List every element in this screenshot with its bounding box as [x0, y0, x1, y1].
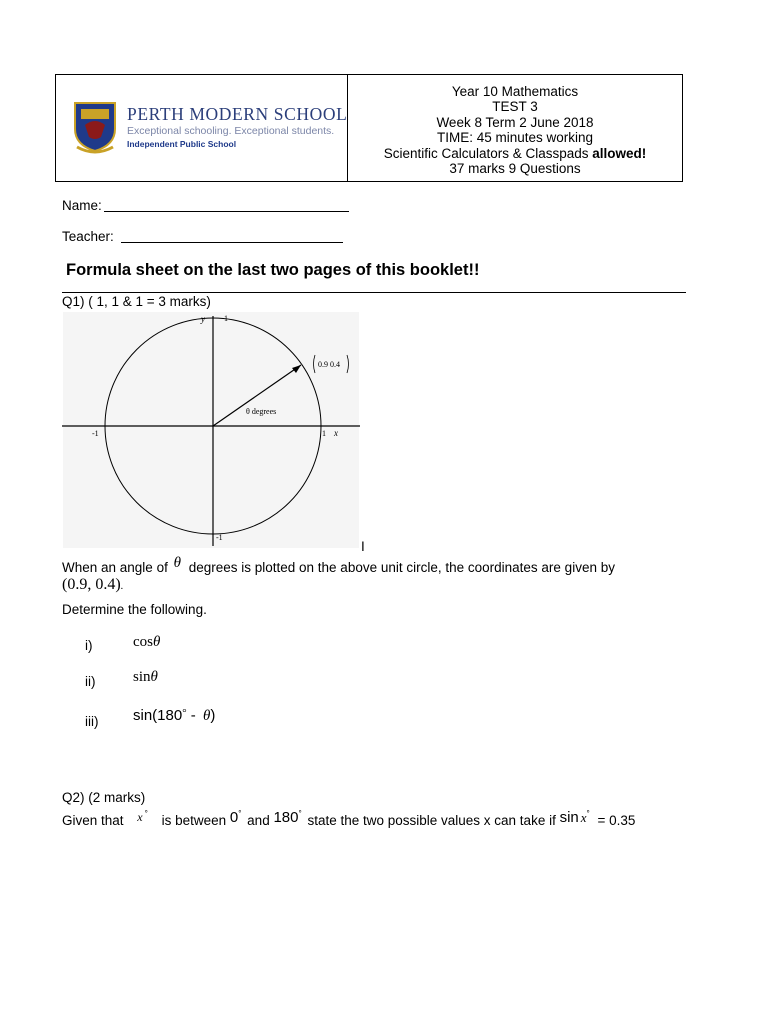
q1-instruction: Determine the following.: [62, 602, 207, 617]
q1-statement: [62, 555, 615, 577]
theta-symbol: θ: [173, 555, 181, 571]
school-name: PERTH MODERN SCHOOL: [127, 104, 348, 124]
q2-x-var: x: [137, 810, 143, 824]
info-date: Week 8 Term 2 June 2018: [436, 114, 594, 130]
q2-statement: [62, 809, 636, 829]
formula-sheet-note: Formula sheet on the last two pages of this booklet!!: [66, 261, 480, 279]
part-iii-func: sin(180: [133, 707, 183, 724]
q1-coordinates: [62, 576, 123, 594]
angle-label: θ degrees: [246, 407, 277, 416]
calc-emphasis: allowed!: [592, 145, 647, 161]
part-iii-close: ): [210, 707, 216, 724]
part-iii-expression: [133, 707, 215, 725]
q2-text-2: is between: [157, 813, 230, 828]
unit-circle-figure: [60, 310, 362, 550]
info-time: TIME: 45 minutes working: [436, 130, 594, 145]
coords-value: (0.9, 0.4): [62, 576, 121, 593]
q2-text-5: = 0.35: [593, 813, 636, 828]
info-test: TEST 3: [492, 99, 538, 114]
part-i-var: θ: [153, 634, 161, 650]
info-marks: 37 marks 9 Questions: [449, 161, 581, 176]
part-i-expression: [133, 634, 160, 651]
y-top-tick: 1: [224, 314, 228, 323]
part-i-func: cos: [133, 634, 153, 650]
info-course: Year 10 Mathematics: [451, 83, 579, 99]
x-right-tick: 1: [322, 429, 326, 438]
info-calculators: [384, 146, 647, 162]
q2-sin: sin: [559, 809, 579, 826]
school-crest-icon: [71, 99, 119, 155]
y-bottom-tick: -1: [216, 533, 223, 542]
part-ii-label: ii): [85, 674, 96, 689]
y-axis-label: y: [201, 314, 205, 324]
school-logo-panel: [56, 75, 348, 181]
q2-heading: Q2) (2 marks): [62, 790, 146, 805]
q2-x-degree: °: [144, 809, 148, 818]
q2-text-3: and: [243, 813, 274, 828]
school-subtitle: Independent Public School: [127, 139, 237, 149]
figure-background: [63, 312, 359, 548]
name-answer-line[interactable]: [104, 211, 349, 212]
calc-text: Scientific Calculators & Classpads: [383, 145, 593, 161]
q2-one-eighty: 180: [273, 809, 299, 826]
stray-mark: I: [361, 539, 365, 554]
q2-zero: 0: [229, 809, 239, 826]
q2-text-4: state the two possible values x can take if: [303, 813, 560, 828]
q2-text-1: Given that: [62, 813, 128, 828]
part-ii-func: sin: [133, 669, 151, 685]
q2-sin-var: x: [580, 810, 587, 825]
q1-statement-before: When an angle of: [62, 560, 172, 575]
q2-one-eighty-degree: °: [298, 809, 302, 818]
x-axis-label: x: [334, 428, 338, 438]
school-tagline: Exceptional schooling. Exceptional students.: [127, 125, 335, 137]
part-iii-minus: -: [186, 707, 200, 724]
part-iii-label: iii): [85, 714, 99, 729]
part-iii-degree: °: [182, 707, 187, 719]
q2-zero-degree: °: [238, 809, 242, 818]
q1-statement-after: degrees is plotted on the above unit circle, the coordinates are given by: [184, 560, 615, 575]
teacher-label: Teacher:: [62, 229, 114, 244]
section-divider: [62, 292, 686, 293]
q2-sin-degree: °: [586, 809, 590, 818]
test-header: [55, 74, 683, 182]
test-info-panel: [348, 75, 682, 181]
part-i-label: i): [85, 638, 93, 653]
part-iii-var: θ: [202, 708, 211, 724]
part-ii-expression: [133, 669, 158, 686]
part-ii-var: θ: [150, 669, 158, 685]
name-label: Name:: [62, 198, 102, 213]
point-label: 0.9 0.4: [318, 360, 340, 369]
q1-heading: Q1) ( 1, 1 & 1 = 3 marks): [62, 294, 211, 309]
teacher-answer-line[interactable]: [121, 242, 343, 243]
x-left-tick: -1: [92, 429, 99, 438]
coords-tail: .: [120, 581, 124, 592]
